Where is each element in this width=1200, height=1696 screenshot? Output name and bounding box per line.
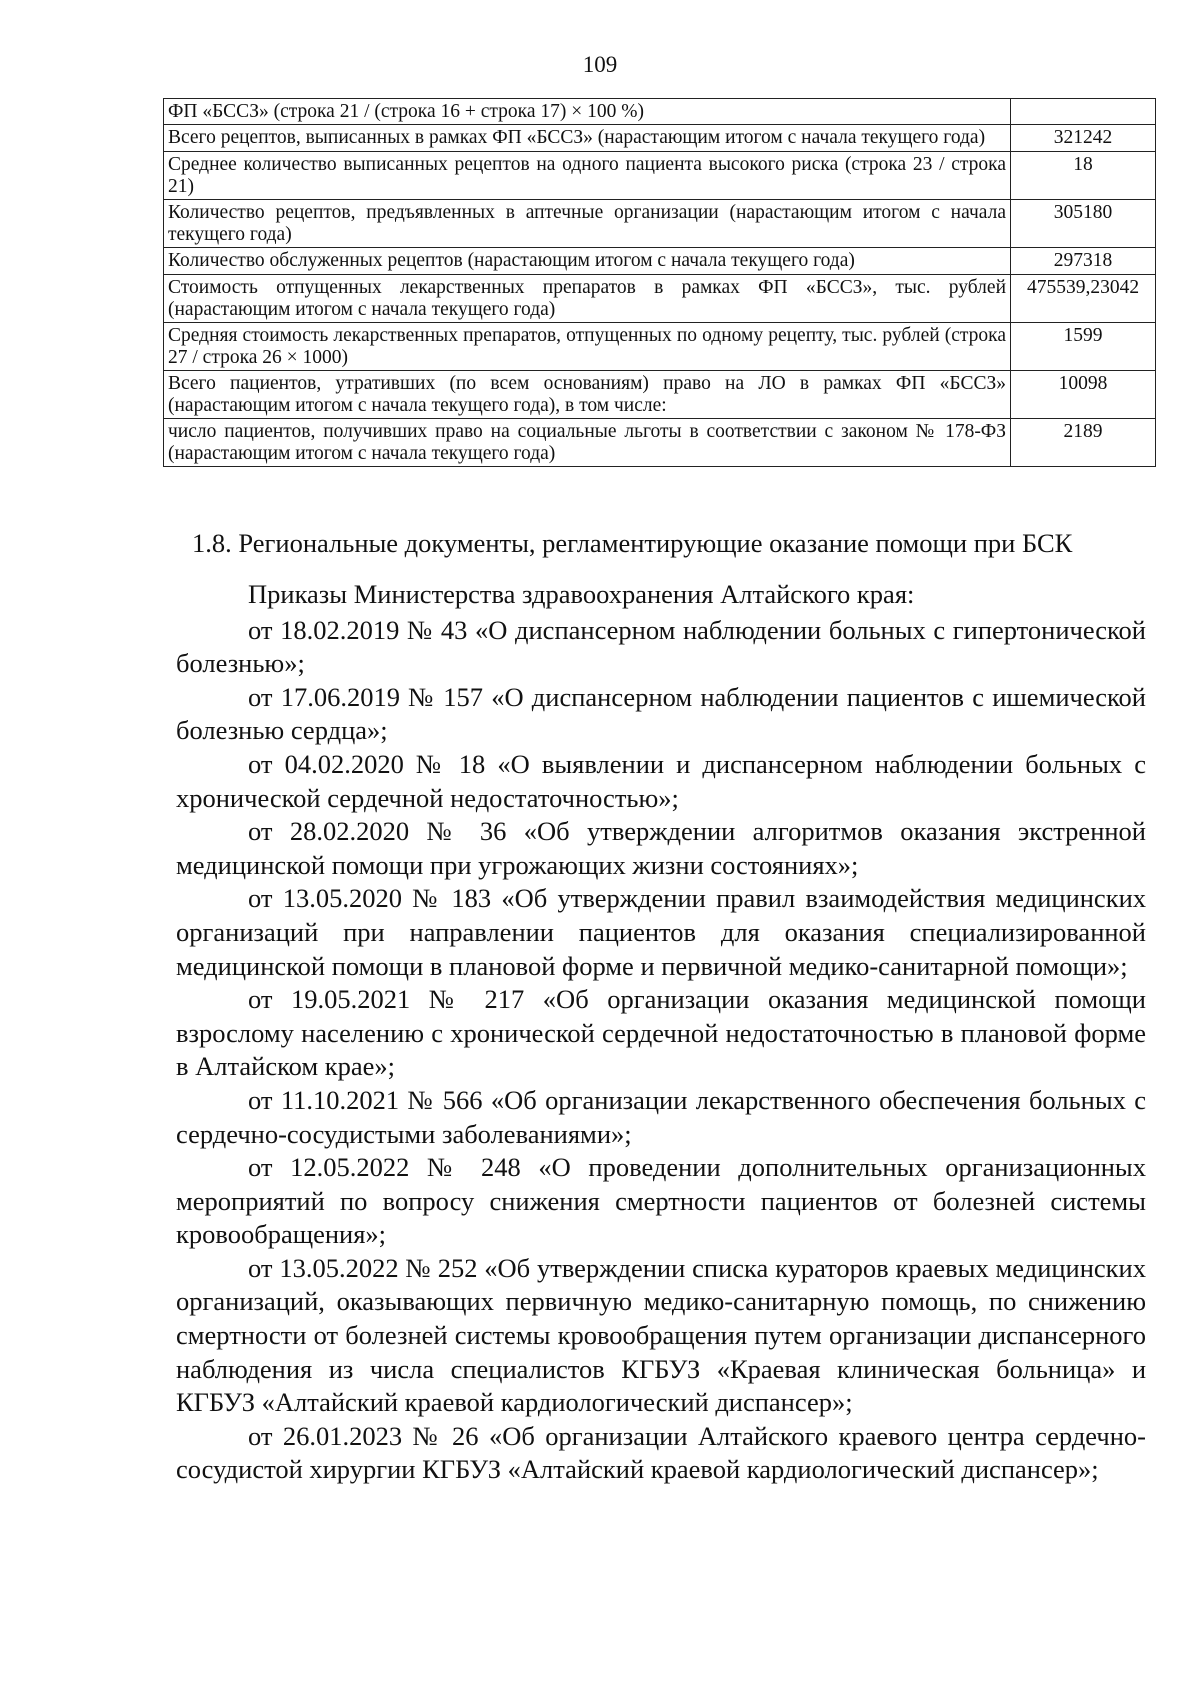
table-row (164, 99, 1156, 125)
table-row (164, 371, 1156, 419)
statistics-table (163, 98, 1156, 467)
page-number: 109 (582, 52, 618, 77)
table-cell-description: Средняя стоимость лекарственных препаратов, отпущенных по одному рецепту, тыс. рублей (строка 27 / строка 26 × 1000) (164, 323, 1011, 371)
table-row (164, 152, 1156, 200)
table-cell-value: 2189 (1011, 419, 1156, 467)
table-cell-description: ФП «БССЗ» (строка 21 / (строка 16 + строка 17) × 100 %) (164, 99, 1011, 125)
table-cell-value: 321242 (1011, 125, 1156, 152)
table-cell-value: 305180 (1011, 200, 1156, 248)
table-cell-description: Всего пациентов, утративших (по всем основаниям) право на ЛО в рамках ФП «БССЗ» (нарастающим итогом с начала текущего года), в том числе: (164, 371, 1011, 419)
table-cell-description: Стоимость отпущенных лекарственных препаратов в рамках ФП «БССЗ», тыс. рублей (нарастающим итогом с начала текущего года) (164, 275, 1011, 323)
order-item: от 13.05.2022 № 252 «Об утверждении списка кураторов краевых медицинских организаций, оказывающих первичную медико-санитарную помощь, по снижению смертности от болезней системы кровообращения путем организации диспансерного наблюдения из числа специалистов КГБУЗ «Краевая клиническая больница» и КГБУЗ «Алтайский краевой кардиологический диспансер»; (176, 1252, 1146, 1418)
table-cell-value: 18 (1011, 152, 1156, 200)
table-cell-description: Всего рецептов, выписанных в рамках ФП «БССЗ» (нарастающим итогом с начала текущего года) (164, 125, 1011, 152)
table-row (164, 248, 1156, 275)
table-cell-description: Среднее количество выписанных рецептов на одного пациента высокого риска (строка 23 / строка 21) (164, 152, 1011, 200)
order-item: от 04.02.2020 № 18 «О выявлении и диспансерном наблюдении больных с хронической сердечной недостаточностью»; (176, 748, 1146, 813)
order-item: от 18.02.2019 № 43 «О диспансерном наблюдении больных с гипертонической болезнью»; (176, 614, 1146, 679)
table-row (164, 323, 1156, 371)
table-cell-value: 475539,23042 (1011, 275, 1156, 323)
table-cell-description: Количество обслуженных рецептов (нарастающим итогом с начала текущего года) (164, 248, 1011, 275)
table-row (164, 275, 1156, 323)
table-cell-value (1011, 99, 1156, 125)
table-cell-description: число пациентов, получивших право на социальные льготы в соответствии с законом № 178-ФЗ (нарастающим итогом с начала текущего года) (164, 419, 1011, 467)
table-row (164, 419, 1156, 467)
order-item: от 26.01.2023 № 26 «Об организации Алтайского краевого центра сердечно-сосудистой хирургии КГБУЗ «Алтайский краевой кардиологический диспансер»; (176, 1420, 1146, 1485)
section-heading: 1.8. Региональные документы, регламентирующие оказание помощи при БСК (192, 528, 1073, 558)
order-item: от 12.05.2022 № 248 «О проведении дополнительных организационных мероприятий по вопросу снижения смертности пациентов от болезней системы кровообращения»; (176, 1152, 1146, 1250)
table-cell-value: 1599 (1011, 323, 1156, 371)
table-cell-description: Количество рецептов, предъявленных в аптечные организации (нарастающим итогом с начала текущего года) (164, 200, 1011, 248)
table-row (164, 125, 1156, 152)
order-item: от 11.10.2021 № 566 «Об организации лекарственного обеспечения больных с сердечно-сосудистыми заболеваниями»; (176, 1084, 1146, 1149)
table-cell-value: 297318 (1011, 248, 1156, 275)
order-item: от 19.05.2021 № 217 «Об организации оказания медицинской помощи взрослому населению с хронической сердечной недостаточностью в плановой форме в Алтайском крае»; (176, 984, 1146, 1082)
order-item: от 28.02.2020 № 36 «Об утверждении алгоритмов оказания экстренной медицинской помощи при угрожающих жизни состояниях»; (176, 816, 1146, 880)
table-cell-value: 10098 (1011, 371, 1156, 419)
order-item: от 17.06.2019 № 157 «О диспансерном наблюдении пациентов с ишемической болезнью сердца»; (176, 681, 1146, 746)
orders-intro: Приказы Министерства здравоохранения Алтайского края: (248, 579, 915, 609)
orders-list (176, 578, 1146, 1487)
order-item: от 13.05.2020 № 183 «Об утверждении правил взаимодействия медицинских организаций при направлении пациентов для оказания специализированной медицинской помощи в плановой форме и первичной медико-санитарной помощи»; (176, 883, 1146, 981)
table-row (164, 200, 1156, 248)
